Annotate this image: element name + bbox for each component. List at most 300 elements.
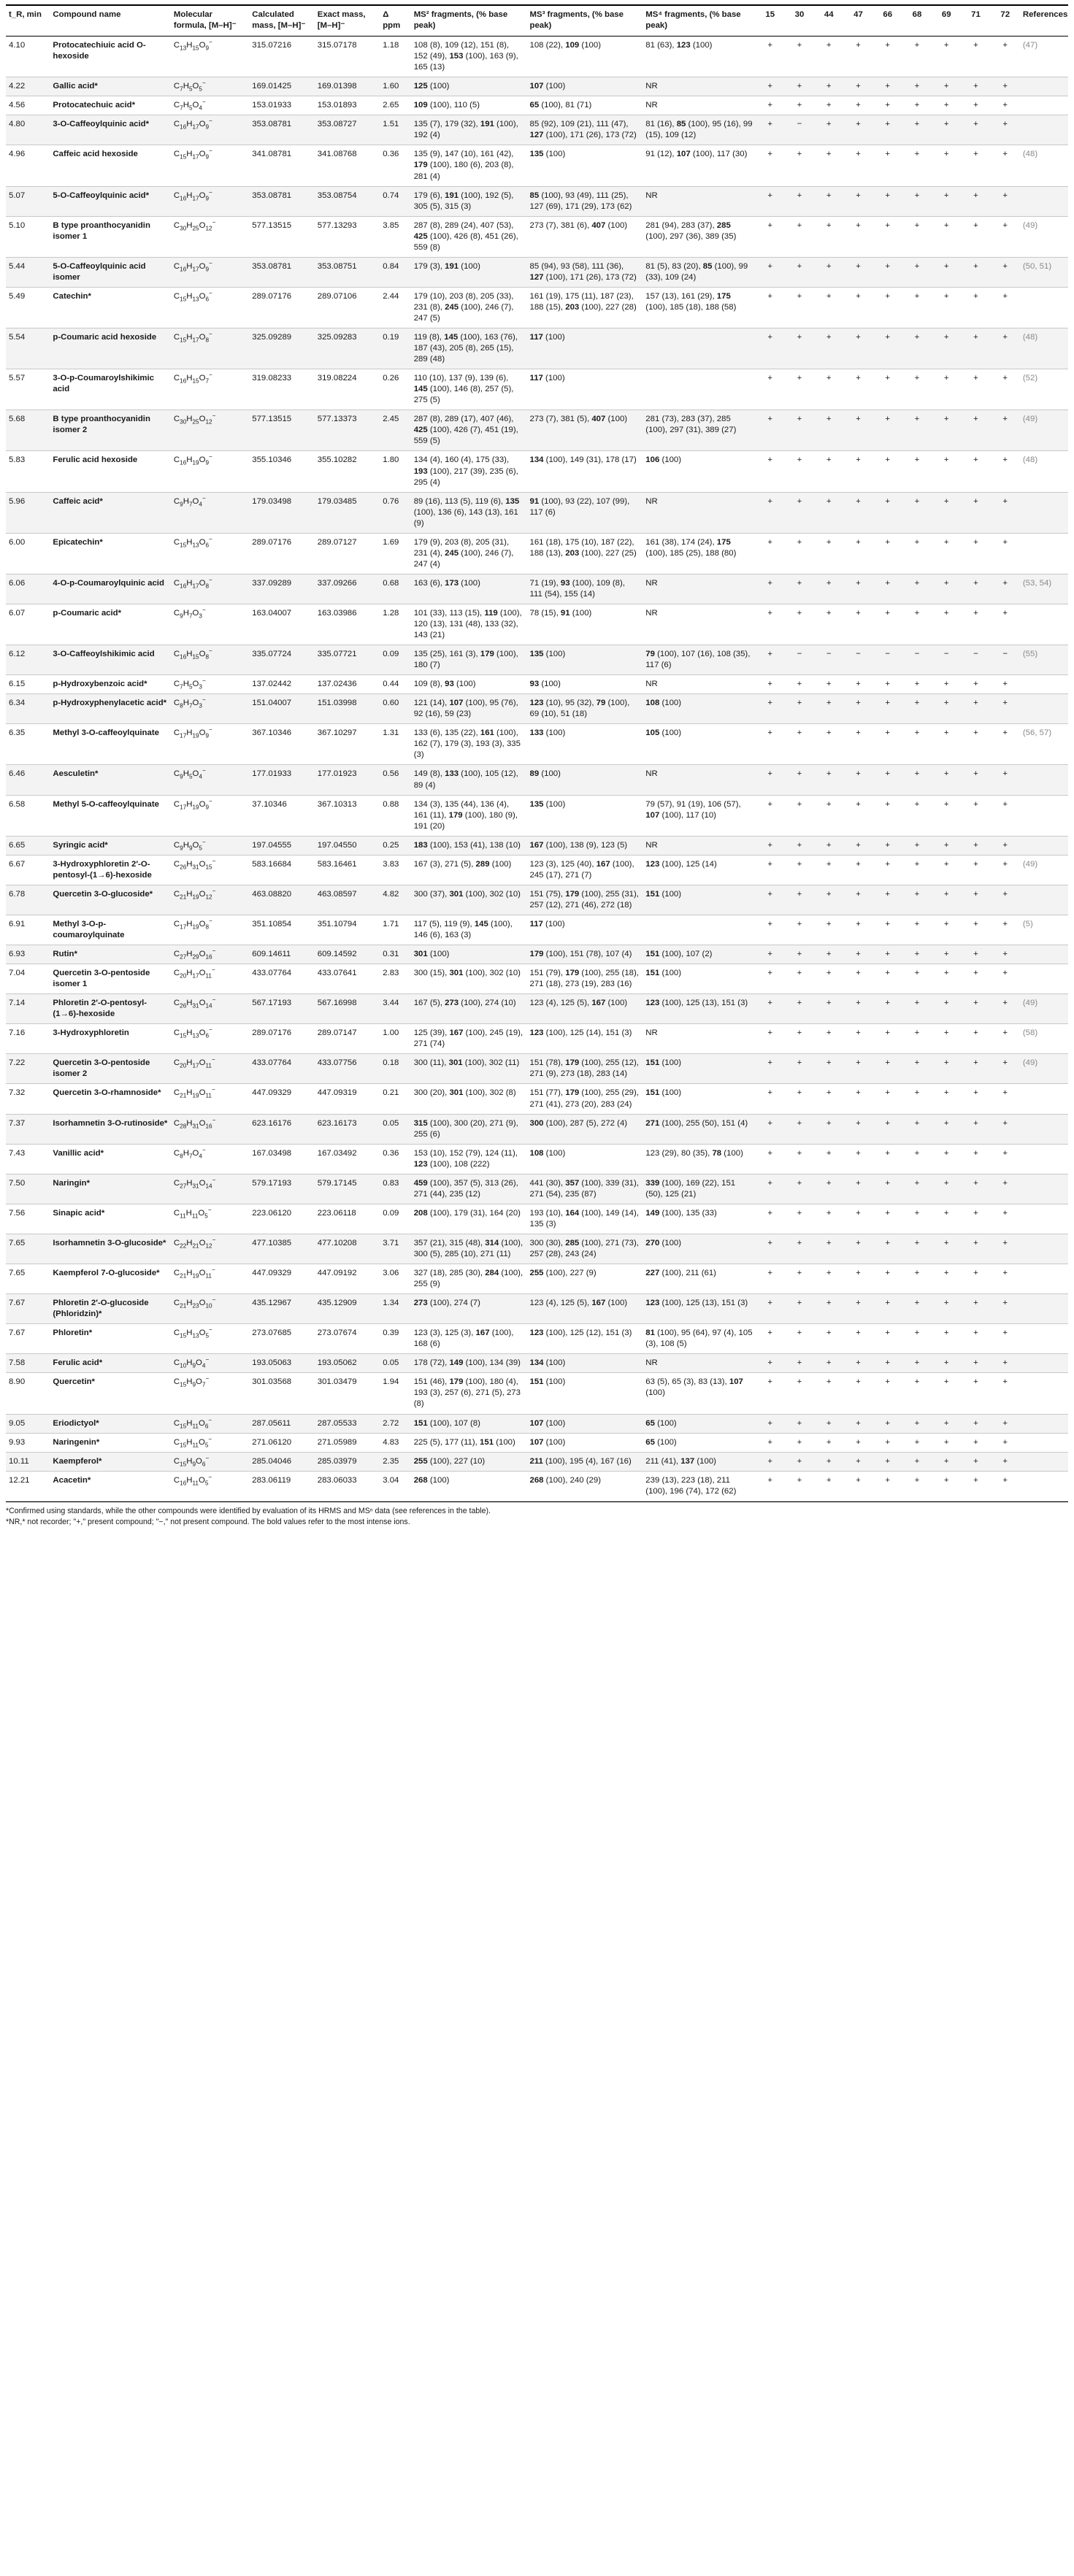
cell-sample-66: + — [873, 96, 902, 115]
cell-sample-71: + — [961, 1024, 990, 1054]
cell-molecular-formula: $C_{26}H_{31}O_{15}^-$ — [171, 855, 249, 885]
cell-ms4: 81 (100), 95 (64), 97 (4), 105 (3), 108 (5) — [643, 1324, 755, 1354]
table-row — [6, 1294, 1068, 1324]
cell-ms4: 123 (100), 125 (14) — [643, 855, 755, 885]
cell-sample-44: + — [814, 915, 843, 945]
cell-compound-name: Isorhamnetin 3-O-rutinoside* — [50, 1114, 171, 1144]
cell-ms3: 135 (100) — [526, 795, 643, 836]
cell-sample-72: + — [991, 1204, 1020, 1234]
cell-references — [1020, 1084, 1068, 1114]
cell-sample-69: + — [932, 1452, 961, 1471]
table-row — [6, 451, 1068, 492]
cell-sample-71: + — [961, 675, 990, 694]
cell-sample-68: + — [902, 675, 932, 694]
cell-sample-66: + — [873, 1264, 902, 1294]
cell-sample-71: + — [961, 1471, 990, 1501]
cell-sample-68: + — [902, 328, 932, 369]
cell-sample-47: + — [843, 492, 872, 533]
cell-exact-mass: 609.14592 — [315, 945, 380, 964]
cell-sample-15: + — [756, 675, 785, 694]
cell-ms2: 300 (11), 301 (100), 302 (11) — [411, 1054, 527, 1084]
cell-sample-72: + — [991, 492, 1020, 533]
cell-calculated-mass: 319.08233 — [249, 369, 314, 410]
cell-sample-30: + — [785, 1324, 814, 1354]
cell-references: (49) — [1020, 410, 1068, 451]
cell-molecular-formula: $C_9H_7O_4^-$ — [171, 492, 249, 533]
cell-sample-44: − — [814, 645, 843, 675]
table-row — [6, 694, 1068, 724]
cell-exact-mass: 193.05062 — [315, 1354, 380, 1373]
cell-calculated-mass: 301.03568 — [249, 1373, 314, 1414]
cell-ms2: 178 (72), 149 (100), 134 (39) — [411, 1354, 527, 1373]
cell-sample-47: + — [843, 1054, 872, 1084]
cell-sample-69: + — [932, 1204, 961, 1234]
cell-sample-72: + — [991, 216, 1020, 257]
cell-exact-mass: 447.09319 — [315, 1084, 380, 1114]
cell-sample-72: + — [991, 1264, 1020, 1294]
cell-molecular-formula: $C_{16}H_{15}O_8^-$ — [171, 645, 249, 675]
cell-ms4: 151 (100) — [643, 885, 755, 915]
cell-sample-66: + — [873, 1114, 902, 1144]
cell-sample-30: + — [785, 1294, 814, 1324]
cell-sample-71: + — [961, 836, 990, 855]
cell-sample-47: + — [843, 915, 872, 945]
cell-molecular-formula: $C_{21}H_{19}O_{11}^-$ — [171, 1084, 249, 1114]
cell-sample-69: + — [932, 492, 961, 533]
cell-ms3: 151 (78), 179 (100), 255 (12), 271 (9), 273 (18), 283 (14) — [526, 1054, 643, 1084]
cell-sample-44: + — [814, 1114, 843, 1144]
cell-ms4: NR — [643, 1354, 755, 1373]
cell-ms4: NR — [643, 675, 755, 694]
cell-sample-71: + — [961, 186, 990, 216]
cell-sample-66: + — [873, 369, 902, 410]
table-row — [6, 885, 1068, 915]
cell-sample-15: + — [756, 1373, 785, 1414]
table-row — [6, 1144, 1068, 1174]
cell-sample-72: + — [991, 1144, 1020, 1174]
cell-tr: 5.68 — [6, 410, 50, 451]
cell-sample-44: + — [814, 724, 843, 765]
cell-sample-71: + — [961, 1452, 990, 1471]
cell-exact-mass: 623.16173 — [315, 1114, 380, 1144]
cell-sample-47: + — [843, 36, 872, 77]
cell-sample-15: + — [756, 186, 785, 216]
cell-ms2: 135 (25), 161 (3), 179 (100), 180 (7) — [411, 645, 527, 675]
cell-calculated-mass: 477.10385 — [249, 1234, 314, 1264]
cell-ms3: 71 (19), 93 (100), 109 (8), 111 (54), 155 (14) — [526, 574, 643, 604]
cell-ms4 — [643, 915, 755, 945]
table-row — [6, 1433, 1068, 1452]
cell-sample-69: + — [932, 328, 961, 369]
cell-tr: 6.78 — [6, 885, 50, 915]
cell-molecular-formula: $C_9H_5O_4^-$ — [171, 765, 249, 795]
cell-sample-69: + — [932, 1144, 961, 1174]
table-row — [6, 1414, 1068, 1433]
table-row — [6, 1354, 1068, 1373]
cell-sample-72: + — [991, 1324, 1020, 1354]
cell-sample-44: + — [814, 964, 843, 994]
cell-ms3: 89 (100) — [526, 765, 643, 795]
cell-ms4: 123 (29), 80 (35), 78 (100) — [643, 1144, 755, 1174]
cell-exact-mass: 197.04550 — [315, 836, 380, 855]
cell-sample-30: + — [785, 1054, 814, 1084]
cell-ms2: 225 (5), 177 (11), 151 (100) — [411, 1433, 527, 1452]
cell-ms2: 357 (21), 315 (48), 314 (100), 300 (5), 285 (10), 271 (11) — [411, 1234, 527, 1264]
cell-exact-mass: 301.03479 — [315, 1373, 380, 1414]
cell-delta-ppm: 1.69 — [380, 533, 410, 574]
cell-ms4: 105 (100) — [643, 724, 755, 765]
cell-sample-47: + — [843, 96, 872, 115]
cell-sample-44: + — [814, 945, 843, 964]
cell-sample-47: + — [843, 1373, 872, 1414]
cell-references — [1020, 1264, 1068, 1294]
cell-tr: 6.65 — [6, 836, 50, 855]
cell-ms3: 107 (100) — [526, 77, 643, 96]
compound-table — [6, 4, 1068, 1502]
cell-exact-mass: 353.08727 — [315, 115, 380, 145]
cell-sample-15: + — [756, 1084, 785, 1114]
cell-compound-name: Vanillic acid* — [50, 1144, 171, 1174]
cell-tr: 7.22 — [6, 1054, 50, 1084]
cell-sample-30: + — [785, 410, 814, 451]
cell-tr: 4.22 — [6, 77, 50, 96]
header-references: References — [1020, 5, 1068, 36]
cell-sample-47: + — [843, 885, 872, 915]
cell-compound-name: Acacetin* — [50, 1471, 171, 1501]
cell-sample-72: + — [991, 1294, 1020, 1324]
cell-ms2: 133 (6), 135 (22), 161 (100), 162 (7), 179 (3), 193 (3), 335 (3) — [411, 724, 527, 765]
cell-sample-72: + — [991, 410, 1020, 451]
cell-sample-44: + — [814, 369, 843, 410]
cell-sample-69: + — [932, 1354, 961, 1373]
cell-sample-44: + — [814, 675, 843, 694]
cell-sample-72: + — [991, 1024, 1020, 1054]
table-row — [6, 795, 1068, 836]
cell-sample-71: + — [961, 216, 990, 257]
cell-sample-66: + — [873, 1373, 902, 1414]
cell-tr: 4.56 — [6, 96, 50, 115]
table-row — [6, 604, 1068, 645]
table-row — [6, 369, 1068, 410]
cell-sample-44: + — [814, 287, 843, 328]
cell-tr: 6.00 — [6, 533, 50, 574]
cell-sample-44: + — [814, 885, 843, 915]
cell-delta-ppm: 0.36 — [380, 1144, 410, 1174]
cell-delta-ppm: 0.36 — [380, 145, 410, 186]
cell-sample-44: + — [814, 1471, 843, 1501]
cell-ms2: 163 (6), 173 (100) — [411, 574, 527, 604]
cell-sample-15: + — [756, 77, 785, 96]
cell-sample-69: + — [932, 287, 961, 328]
cell-molecular-formula: $C_{15}H_{13}O_5^-$ — [171, 1324, 249, 1354]
cell-calculated-mass: 435.12967 — [249, 1294, 314, 1324]
cell-sample-72: + — [991, 1471, 1020, 1501]
cell-calculated-mass: 335.07724 — [249, 645, 314, 675]
cell-sample-68: + — [902, 694, 932, 724]
cell-sample-44: + — [814, 765, 843, 795]
cell-sample-69: − — [932, 645, 961, 675]
cell-exact-mass: 325.09283 — [315, 328, 380, 369]
cell-sample-68: + — [902, 1144, 932, 1174]
cell-ms3: 123 (10), 95 (32), 79 (100), 69 (10), 51 (18) — [526, 694, 643, 724]
cell-ms4: NR — [643, 836, 755, 855]
cell-ms2: 134 (4), 160 (4), 175 (33), 193 (100), 217 (39), 235 (6), 295 (4) — [411, 451, 527, 492]
cell-calculated-mass: 151.04007 — [249, 694, 314, 724]
cell-sample-71: + — [961, 1414, 990, 1433]
cell-ms3: 93 (100) — [526, 675, 643, 694]
cell-sample-66: + — [873, 1144, 902, 1174]
cell-sample-66: + — [873, 855, 902, 885]
cell-sample-66: + — [873, 328, 902, 369]
cell-molecular-formula: $C_{30}H_{25}O_{12}^-$ — [171, 216, 249, 257]
table-row — [6, 36, 1068, 77]
cell-sample-71: + — [961, 257, 990, 287]
cell-ms3: 193 (10), 164 (100), 149 (14), 135 (3) — [526, 1204, 643, 1234]
cell-sample-30: + — [785, 216, 814, 257]
cell-sample-47: + — [843, 574, 872, 604]
cell-ms2: 123 (3), 125 (3), 167 (100), 168 (6) — [411, 1324, 527, 1354]
cell-sample-47: + — [843, 451, 872, 492]
cell-tr: 6.07 — [6, 604, 50, 645]
cell-calculated-mass: 433.07764 — [249, 964, 314, 994]
cell-references — [1020, 186, 1068, 216]
cell-sample-68: + — [902, 1264, 932, 1294]
cell-calculated-mass: 177.01933 — [249, 765, 314, 795]
cell-sample-68: + — [902, 1114, 932, 1144]
cell-tr: 7.65 — [6, 1234, 50, 1264]
cell-sample-47: + — [843, 1452, 872, 1471]
cell-tr: 9.93 — [6, 1433, 50, 1452]
cell-sample-44: + — [814, 145, 843, 186]
cell-references: (48) — [1020, 451, 1068, 492]
cell-sample-71: + — [961, 1174, 990, 1204]
header-sample-30: 30 — [785, 5, 814, 36]
cell-calculated-mass: 167.03498 — [249, 1144, 314, 1174]
cell-delta-ppm: 1.31 — [380, 724, 410, 765]
cell-sample-44: + — [814, 1174, 843, 1204]
cell-sample-47: + — [843, 795, 872, 836]
cell-calculated-mass: 337.09289 — [249, 574, 314, 604]
cell-sample-72: + — [991, 77, 1020, 96]
cell-sample-47: + — [843, 1024, 872, 1054]
cell-ms2: 327 (18), 285 (30), 284 (100), 255 (9) — [411, 1264, 527, 1294]
cell-molecular-formula: $C_{11}H_{11}O_5^-$ — [171, 1204, 249, 1234]
cell-sample-71: + — [961, 36, 990, 77]
cell-sample-71: + — [961, 765, 990, 795]
cell-ms2: 255 (100), 227 (10) — [411, 1452, 527, 1471]
cell-calculated-mass: 447.09329 — [249, 1084, 314, 1114]
cell-compound-name: 5-O-Caffeoylquinic acid isomer — [50, 257, 171, 287]
table-row — [6, 328, 1068, 369]
cell-calculated-mass: 283.06119 — [249, 1471, 314, 1501]
cell-exact-mass: 283.06033 — [315, 1471, 380, 1501]
cell-ms2: 315 (100), 300 (20), 271 (9), 255 (6) — [411, 1114, 527, 1144]
cell-sample-72: + — [991, 1234, 1020, 1264]
cell-sample-69: + — [932, 1114, 961, 1144]
cell-molecular-formula: $C_{17}H_{19}O_9^-$ — [171, 795, 249, 836]
cell-sample-72: + — [991, 1084, 1020, 1114]
cell-sample-69: + — [932, 369, 961, 410]
cell-sample-72: + — [991, 765, 1020, 795]
cell-molecular-formula: $C_{15}H_{17}O_8^-$ — [171, 328, 249, 369]
cell-sample-15: + — [756, 1452, 785, 1471]
cell-tr: 5.49 — [6, 287, 50, 328]
cell-sample-66: − — [873, 645, 902, 675]
cell-sample-71: + — [961, 1204, 990, 1234]
cell-delta-ppm: 0.18 — [380, 1054, 410, 1084]
cell-tr: 12.21 — [6, 1471, 50, 1501]
cell-references — [1020, 533, 1068, 574]
cell-ms4: 81 (5), 83 (20), 85 (100), 99 (33), 109 (24) — [643, 257, 755, 287]
cell-ms3: 135 (100) — [526, 645, 643, 675]
cell-sample-30: − — [785, 115, 814, 145]
cell-delta-ppm: 0.39 — [380, 1324, 410, 1354]
cell-ms3: 107 (100) — [526, 1433, 643, 1452]
cell-exact-mass: 463.08597 — [315, 885, 380, 915]
cell-sample-66: + — [873, 964, 902, 994]
cell-ms4: 151 (100) — [643, 1054, 755, 1084]
cell-tr: 7.67 — [6, 1324, 50, 1354]
cell-exact-mass: 337.09266 — [315, 574, 380, 604]
cell-sample-66: + — [873, 492, 902, 533]
cell-sample-44: + — [814, 186, 843, 216]
cell-sample-69: + — [932, 145, 961, 186]
cell-sample-69: + — [932, 257, 961, 287]
cell-sample-68: + — [902, 533, 932, 574]
cell-sample-44: + — [814, 994, 843, 1024]
cell-sample-15: + — [756, 36, 785, 77]
cell-molecular-formula: $C_{16}H_{17}O_9^-$ — [171, 115, 249, 145]
cell-exact-mass: 167.03492 — [315, 1144, 380, 1174]
cell-sample-69: + — [932, 1054, 961, 1084]
cell-sample-47: + — [843, 1264, 872, 1294]
cell-ms4: 271 (100), 255 (50), 151 (4) — [643, 1114, 755, 1144]
cell-sample-69: + — [932, 1264, 961, 1294]
header-compound-name: Compound name — [50, 5, 171, 36]
cell-sample-15: + — [756, 1264, 785, 1294]
cell-sample-71: + — [961, 77, 990, 96]
table-row — [6, 1024, 1068, 1054]
cell-sample-30: + — [785, 328, 814, 369]
cell-delta-ppm: 0.44 — [380, 675, 410, 694]
cell-ms2: 134 (3), 135 (44), 136 (4), 161 (11), 179 (100), 180 (9), 191 (20) — [411, 795, 527, 836]
cell-sample-66: + — [873, 451, 902, 492]
cell-sample-72: + — [991, 604, 1020, 645]
cell-ms3: 134 (100), 149 (31), 178 (17) — [526, 451, 643, 492]
cell-delta-ppm: 3.44 — [380, 994, 410, 1024]
table-row — [6, 994, 1068, 1024]
cell-calculated-mass: 37.10346 — [249, 795, 314, 836]
cell-sample-71: + — [961, 1294, 990, 1324]
cell-sample-72: + — [991, 964, 1020, 994]
header-sample-15: 15 — [756, 5, 785, 36]
cell-ms4: NR — [643, 96, 755, 115]
cell-compound-name: Phloretin* — [50, 1324, 171, 1354]
cell-sample-71: + — [961, 145, 990, 186]
cell-sample-15: + — [756, 410, 785, 451]
cell-sample-47: + — [843, 1354, 872, 1373]
cell-delta-ppm: 1.18 — [380, 36, 410, 77]
cell-sample-72: + — [991, 1452, 1020, 1471]
cell-exact-mass: 319.08224 — [315, 369, 380, 410]
cell-delta-ppm: 3.04 — [380, 1471, 410, 1501]
cell-ms4: 157 (13), 161 (29), 175 (100), 185 (18), 188 (58) — [643, 287, 755, 328]
cell-compound-name: Eriodictyol* — [50, 1414, 171, 1433]
cell-compound-name: Ferulic acid hexoside — [50, 451, 171, 492]
table-row — [6, 1174, 1068, 1204]
cell-molecular-formula: $C_{27}H_{29}O_{16}^-$ — [171, 945, 249, 964]
cell-ms3: 108 (100) — [526, 1144, 643, 1174]
cell-sample-69: + — [932, 694, 961, 724]
cell-ms2: 179 (10), 203 (8), 205 (33), 231 (8), 245 (100), 246 (7), 247 (5) — [411, 287, 527, 328]
cell-calculated-mass: 433.07764 — [249, 1054, 314, 1084]
cell-sample-68: − — [902, 645, 932, 675]
cell-sample-72: + — [991, 915, 1020, 945]
table-row — [6, 574, 1068, 604]
cell-tr: 6.34 — [6, 694, 50, 724]
cell-sample-47: + — [843, 1144, 872, 1174]
cell-sample-71: + — [961, 1084, 990, 1114]
cell-sample-15: + — [756, 885, 785, 915]
cell-sample-47: + — [843, 1234, 872, 1264]
cell-sample-66: + — [873, 604, 902, 645]
cell-sample-30: + — [785, 1471, 814, 1501]
cell-references: (49) — [1020, 216, 1068, 257]
cell-references: (49) — [1020, 855, 1068, 885]
cell-references — [1020, 1174, 1068, 1204]
cell-references: (52) — [1020, 369, 1068, 410]
cell-sample-15: + — [756, 216, 785, 257]
cell-molecular-formula: $C_{27}H_{31}O_{14}^-$ — [171, 1174, 249, 1204]
cell-molecular-formula: $C_{20}H_{17}O_{11}^-$ — [171, 964, 249, 994]
cell-ms2: 300 (15), 301 (100), 302 (10) — [411, 964, 527, 994]
cell-ms3: 273 (7), 381 (6), 407 (100) — [526, 216, 643, 257]
cell-sample-66: + — [873, 836, 902, 855]
cell-tr: 4.80 — [6, 115, 50, 145]
cell-ms4: NR — [643, 1024, 755, 1054]
cell-tr: 10.11 — [6, 1452, 50, 1471]
cell-calculated-mass: 285.04046 — [249, 1452, 314, 1471]
cell-sample-66: + — [873, 1324, 902, 1354]
cell-molecular-formula: $C_{15}H_9O_6^-$ — [171, 1452, 249, 1471]
cell-sample-44: + — [814, 451, 843, 492]
cell-sample-15: + — [756, 604, 785, 645]
cell-sample-71: + — [961, 724, 990, 765]
cell-ms2: 273 (100), 274 (7) — [411, 1294, 527, 1324]
cell-sample-15: + — [756, 1174, 785, 1204]
cell-sample-30: + — [785, 994, 814, 1024]
cell-sample-69: + — [932, 994, 961, 1024]
cell-sample-69: + — [932, 1294, 961, 1324]
cell-sample-71: + — [961, 574, 990, 604]
cell-references: (47) — [1020, 36, 1068, 77]
cell-ms3: 151 (77), 179 (100), 255 (29), 271 (41), 273 (20), 283 (24) — [526, 1084, 643, 1114]
cell-exact-mass: 583.16461 — [315, 855, 380, 885]
cell-sample-15: + — [756, 145, 785, 186]
cell-references: (49) — [1020, 1054, 1068, 1084]
cell-sample-69: + — [932, 77, 961, 96]
table-row — [6, 724, 1068, 765]
cell-references — [1020, 1452, 1068, 1471]
cell-sample-30: + — [785, 765, 814, 795]
cell-sample-47: + — [843, 675, 872, 694]
cell-ms2: 119 (8), 145 (100), 163 (76), 187 (43), 205 (8), 265 (15), 289 (48) — [411, 328, 527, 369]
table-footnotes — [6, 1502, 1068, 1529]
cell-ms4: 106 (100) — [643, 451, 755, 492]
cell-sample-68: + — [902, 1084, 932, 1114]
cell-sample-68: + — [902, 1204, 932, 1234]
cell-sample-47: + — [843, 145, 872, 186]
